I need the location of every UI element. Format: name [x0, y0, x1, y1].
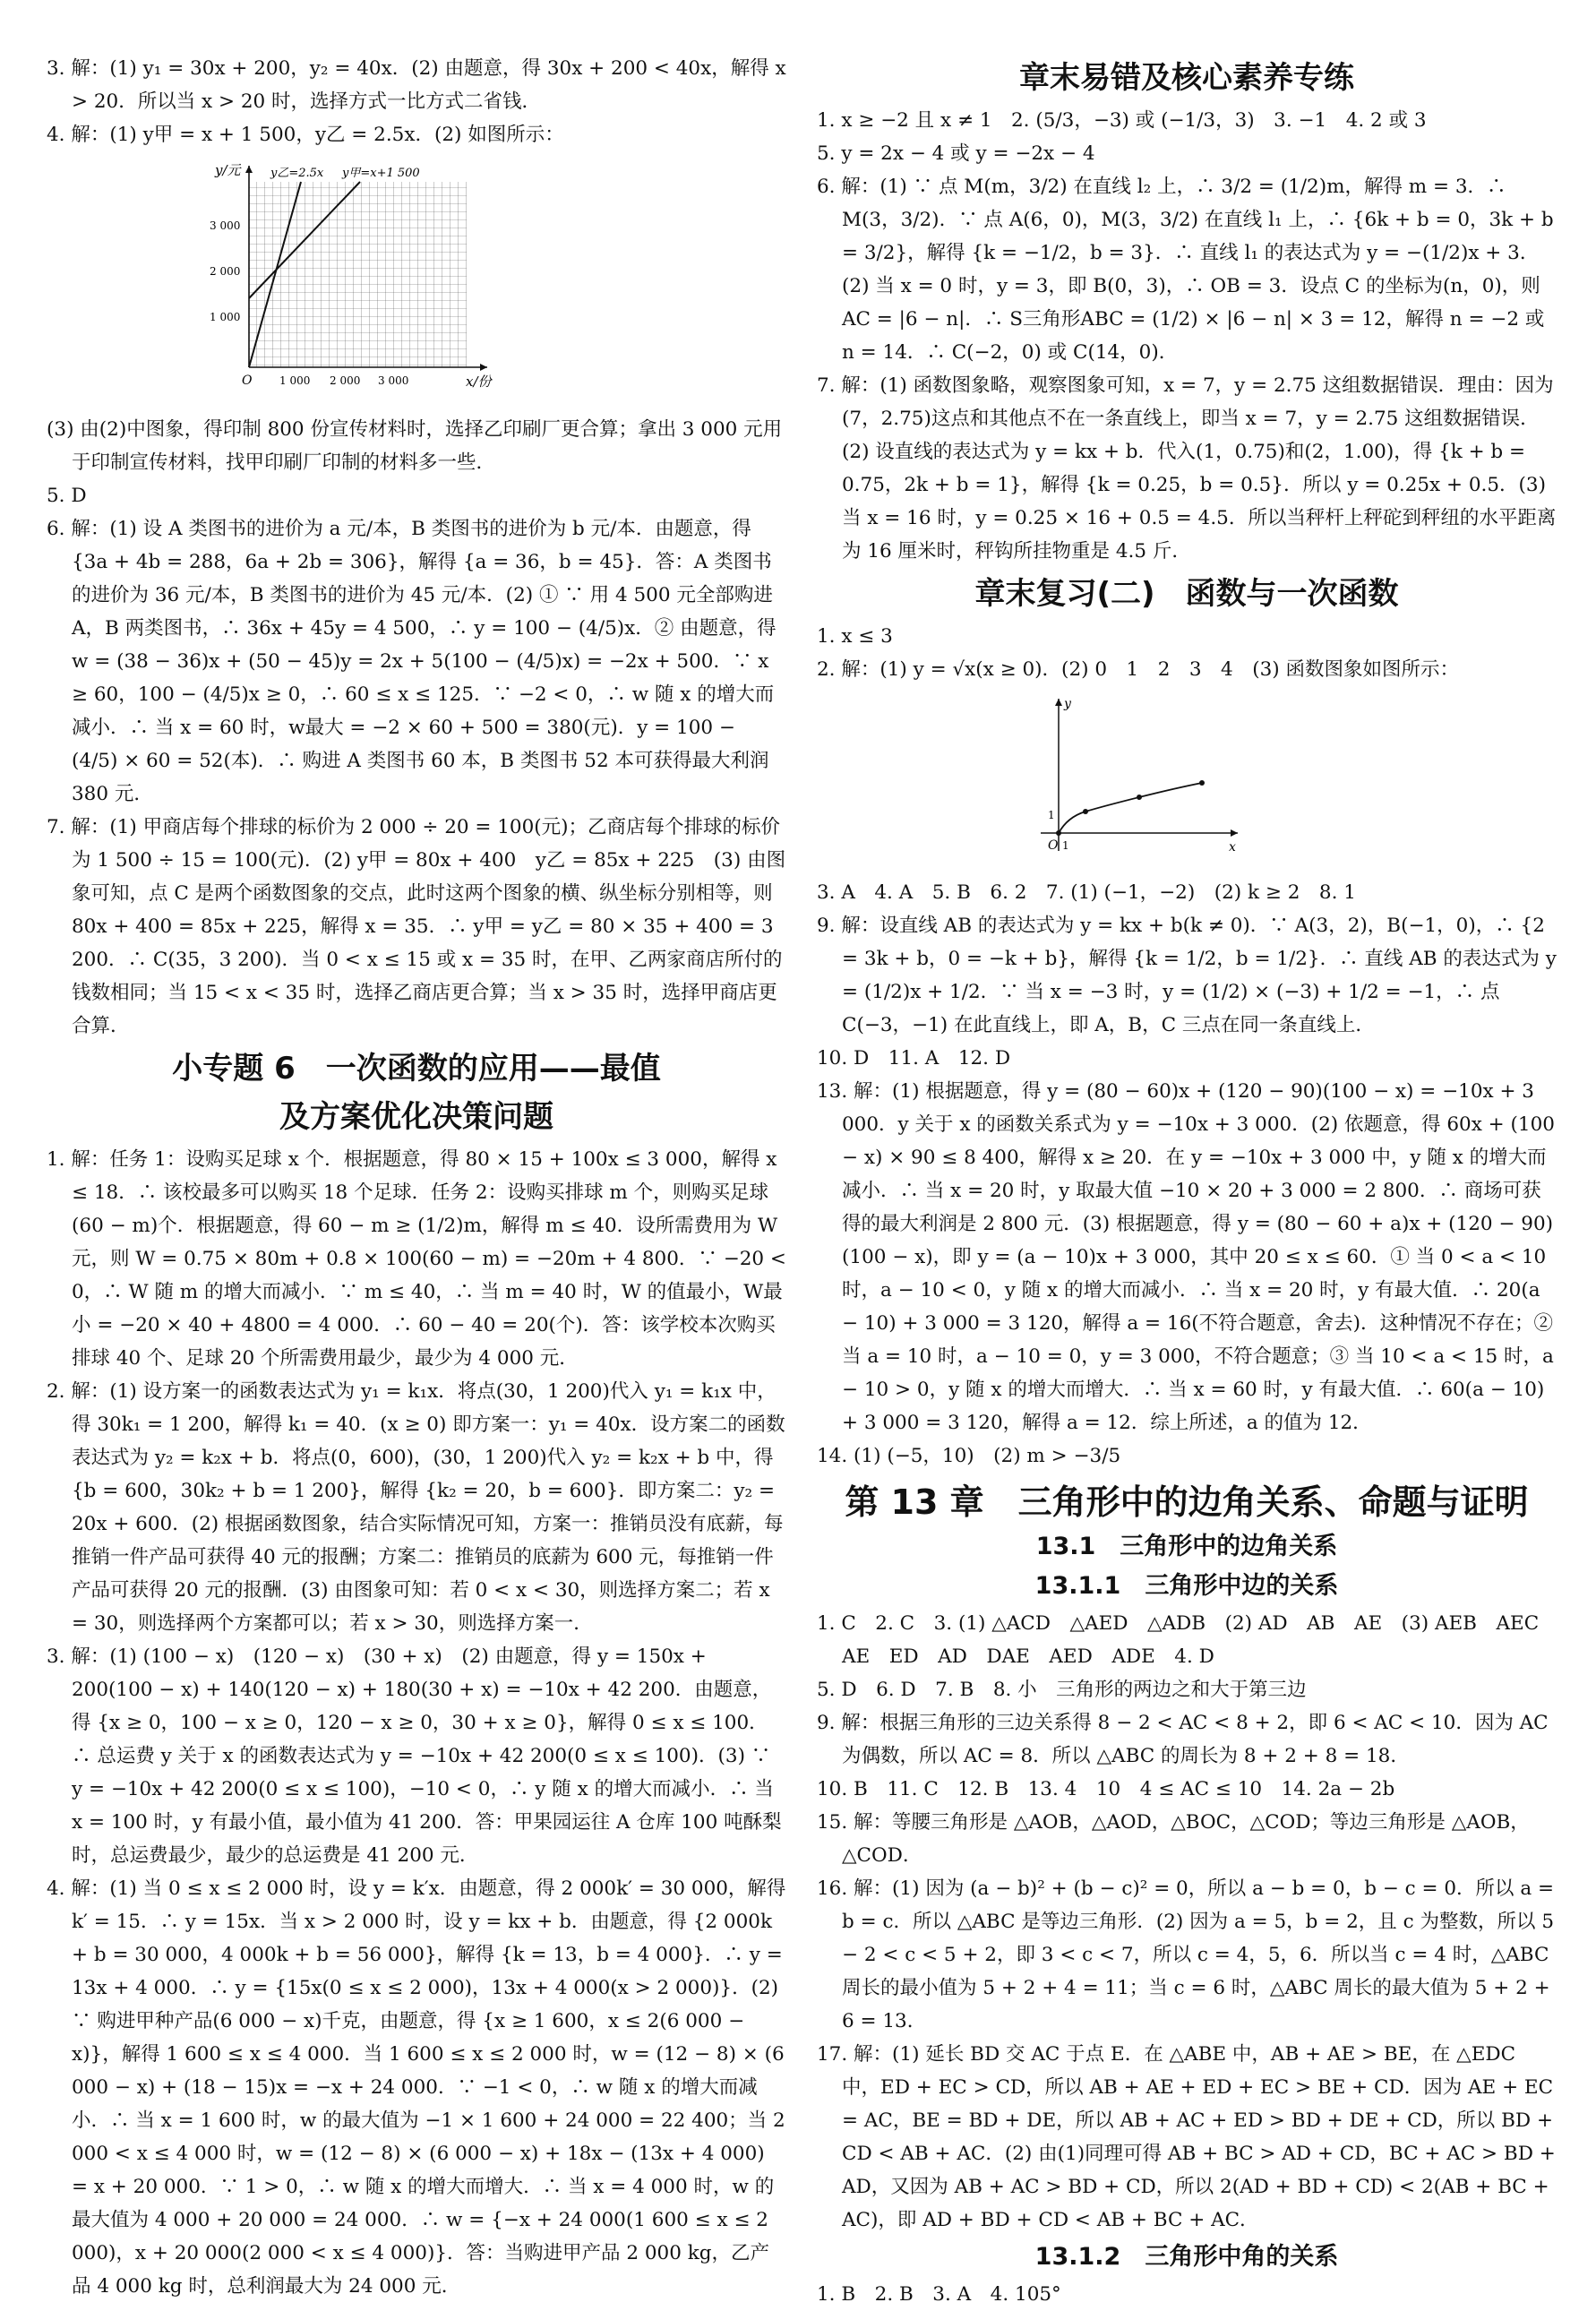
answer-item: 5. y = 2x − 4 或 y = −2x − 4 [817, 142, 1095, 165]
special-topic-title: 小专题 6 一次函数的应用——最值 [172, 1051, 661, 1087]
answer-item: 6. 解：(1) ∵ 点 M(m，3/2) 在直线 l₂ 上，∴ 3/2 = (1/2)m，解得 m = 3．∴ M(3，3/2)．∵ 点 A(6，0)，M(3，3/2) 在直线 l₁ 上，∴ {6k + b = 0，3k + b = 3/2}，解得 {k = −1/2，b = 3}．∴ 直线 l₁ 的表达式为 y = −(1/2)x + 3．(2) 当 x = 0 时，y = 3，即 B(0，3)，∴ OB = 3．设点 C 的坐标为(n，0)，则 AC = |6 − n|．∴ S三角形ABC = (1/2) × |6 − n| × 3 = 12，解得 n = −2 或 n = 14．∴ C(−2，0) 或 C(14，0)． [817, 176, 1554, 364]
answer-item: 1. x ≥ −2 且 x ≠ 1 2. (5/3，−3) 或 (−1/3，3) 3. −1 4. 2 或 3 [817, 109, 1427, 132]
right-column [817, 52, 1557, 2311]
section-subtitle: 13.1 三角形中的边角关系 [1035, 1533, 1338, 1560]
answer-item: 1. B 2. B 3. A 4. 105° [817, 2283, 1061, 2306]
sqrt-function-graph [1023, 690, 1256, 860]
answer-item: 4. 解：(1) y甲 = x + 1 500，y乙 = 2.5x．(2) 如图所示： [47, 124, 564, 146]
data-point [1083, 809, 1088, 814]
answer-item: 5. D [47, 485, 87, 507]
answer-item: 16. 解：(1) 因为 (a − b)² + (b − c)² = 0，所以 a − b = 0，b − c = 0．所以 a = b = c．所以 △ABC 是等边三角形．(2) 因为 a = 5，b = 2，且 c 为整数，所以 5 − 2 < c < 5 + 2，即 3 < c < 7，所以 c = 4，5，6．所以当 c = 4 时，△ABC 周长的最小值为 5 + 2 + 4 = 11；当 c = 6 时，△ABC 周长的最大值为 5 + 2 + 6 = 13． [817, 1877, 1555, 2032]
answer-item: 6. 解：(1) 设 A 类图书的进价为 a 元/本，B 类图书的进价为 b 元/本．由题意，得 {3a + 4b = 288，6a + 2b = 306}，解得 {a = 36，b = 45}．答：A 类图书的进价为 36 元/本，B 类图书的进价为 45 元/本．(2) ① ∵ 用 4 500 元全部购进 A，B 两类图书，∴ 36x + 45y = 4 500，∴ y = 100 − (4/5)x．② 由题意，得 w = (38 − 36)x + (50 − 45)y = 2x + 5(100 − (4/5)x) = −2x + 500．∵ x ≥ 60，100 − (4/5)x ≥ 0，∴ 60 ≤ x ≤ 125．∵ −2 < 0，∴ w 随 x 的增大而减小．∴ 当 x = 60 时，w最大 = −2 × 60 + 500 = 380(元)．y = 100 − (4/5) × 60 = 52(本)．∴ 购进 A 类图书 60 本，B 类图书 52 本可获得最大利润 380 元． [47, 518, 777, 805]
answer-item: 7. 解：(1) 函数图象略，观察图象可知，x = 7，y = 2.75 这组数据错误．理由：因为(7，2.75)这点和其他点不在一条直线上，即当 x = 7，y = 2.75 这组数据错误．(2) 设直线的表达式为 y = kx + b．代入(1，0.75)和(2，1.00)，得 {k + b = 0.75，2k + b = 1}，解得 {k = 0.25，b = 0.5}．所以 y = 0.25x + 0.5．(3) 当 x = 16 时，y = 0.25 × 16 + 0.5 = 4.5．所以当秤杆上秤砣到秤纽的水平距离为 16 厘米时，秤钩所挂物重是 4.5 斤． [817, 374, 1557, 563]
answer-item: 1. 解：任务 1：设购买足球 x 个．根据题意，得 80 × 15 + 100x ≤ 3 000，解得 x ≤ 18．∴ 该校最多可以购买 18 个足球．任务 2：设购买排球 m 个，则购买足球(60 − m)个．根据题意，得 60 − m ≥ (1/2)m，解得 m ≤ 40．设所需费用为 W 元，则 W = 0.75 × 80m + 0.8 × 100(60 − m) = −20m + 4 800．∵ −20 < 0，∴ W 随 m 的增大而减小．∵ m ≤ 40，∴ 当 m = 40 时，W 的值最小，W最小 = −20 × 40 + 4800 = 4 000．∴ 60 − 40 = 20(个)．答：该学校本次购买排球 40 个、足球 20 个所需费用最少，最少为 4 000 元． [47, 1148, 786, 1370]
left-column [47, 52, 786, 2303]
data-point [1137, 795, 1142, 800]
y-tick: 1 [1048, 809, 1055, 821]
answer-item: 3. 解：(1) y₁ = 30x + 200，y₂ = 40x．(2) 由题意，得 30x + 200 < 40x，解得 x > 20．所以当 x > 20 时，选择方式一比方式二省钱． [47, 57, 786, 113]
answer-item: 5. D 6. D 7. B 8. 小 三角形的两边之和大于第三边 [817, 1679, 1307, 1701]
graph-figure-2 [1023, 690, 1557, 871]
answer-item: 14. (1) (−5，10) (2) m > −3/5 [817, 1445, 1121, 1467]
answer-item: 15. 解：等腰三角形是 △AOB，△AOD，△BOC，△COD；等边三角形是 △AOB，△COD． [817, 1811, 1530, 1867]
answer-item: 13. 解：(1) 根据题意，得 y = (80 − 60)x + (120 − 90)(100 − x) = −10x + 3 000．y 关于 x 的函数关系式为 y = −10x + 3 000．(2) 依题意，得 60x + (100 − x) × 90 ≤ 8 400，解得 x ≥ 20．在 y = −10x + 3 000 中，y 随 x 的增大而减小．∴ 当 x = 20 时，y 取最大值 −10 × 20 + 3 000 = 2 800．∴ 商场可获得的最大利润是 2 800 元．(3) 根据题意，得 y = (80 − 60 + a)x + (120 − 90)(100 − x)，即 y = (a − 10)x + 3 000，其中 20 ≤ x ≤ 60．① 当 0 < a < 10 时，a − 10 < 0，y 随 x 的增大而减小．∴ 当 x = 20 时，y 有最大值．∴ 20(a − 10) + 3 000 = 3 120，解得 a = 16(不符合题意，舍去)．这种情况不存在；② 当 a = 10 时，a − 10 = 0，y = 3 000，不符合题意；③ 当 10 < a < 15 时，a − 10 > 0，y 随 x 的增大而增大．∴ 当 x = 60 时，y 有最大值．∴ 60(a − 10) + 3 000 = 3 120，解得 a = 12．综上所述，a 的值为 12． [817, 1080, 1555, 1434]
answer-item: 9. 解：设直线 AB 的表达式为 y = kx + b(k ≠ 0)．∵ A(3，2)，B(−1，0)，∴ {2 = 3k + b，0 = −k + b}，解得 {k = 1/2，b = 1/2}．∴ 直线 AB 的表达式为 y = (1/2)x + 1/2．∵ 当 x = −3 时，y = (1/2) × (−3) + 1/2 = −1，∴ 点 C(−3，−1) 在此直线上，即 A，B，C 三点在同一条直线上． [817, 915, 1557, 1036]
answer-item: 1. x ≤ 3 [817, 625, 893, 648]
y-tick: 3 000 [210, 219, 241, 232]
y-axis-label: y [1064, 697, 1071, 711]
answer-item: (3) 由(2)中图象，得印制 800 份宣传材料时，选择乙印刷厂更合算；拿出 3 000 元用于印制宣传材料，找甲印刷厂印制的材料多一些． [47, 418, 783, 474]
section-subtitle: 13.1.1 三角形中边的关系 [1034, 1572, 1339, 1600]
answer-item: 3. 解：(1) (100 − x) (120 − x) (30 + x) (2) 由题意，得 y = 150x + 200(100 − x) + 140(120 − x) + 180(30 + x) = −10x + 42 200．由题意，得 {x ≥ 0，100 − x ≥ 0，120 − x ≥ 0，30 + x ≥ 0}，解得 0 ≤ x ≤ 100．∴ 总运费 y 关于 x 的函数表达式为 y = −10x + 42 200(0 ≤ x ≤ 100)．(3) ∵ y = −10x + 42 200(0 ≤ x ≤ 100)，−10 < 0，∴ y 随 x 的增大而减小．∴ 当 x = 100 时，y 有最小值，最小值为 41 200．答：甲果园运往 A 仓库 100 吨酥梨时，总运费最少，最少的总运费是 41 200 元． [47, 1645, 782, 1867]
answer-item: 3. A 4. A 5. B 6. 2 7. (1) (−1，−2) (2) k ≥ 2 8. 1 [817, 881, 1356, 904]
y-tick: 2 000 [210, 265, 241, 278]
origin-label: O [242, 374, 253, 388]
data-point [1056, 830, 1061, 836]
x-tick: 1 [1062, 839, 1069, 852]
x-axis-label: x/份 [466, 374, 492, 390]
graph-figure-1 [208, 155, 786, 408]
line-label-yi: y乙=2.5x [270, 167, 324, 180]
origin-label: O [1048, 838, 1059, 853]
section-title: 章末复习(二) 函数与一次函数 [974, 576, 1399, 612]
section-subtitle: 13.1.2 三角形中角的关系 [1034, 2243, 1339, 2271]
answer-item: 10. D 11. A 12. D [817, 1047, 1011, 1070]
answer-item: 10. B 11. C 12. B 13. 4 10 4 ≤ AC ≤ 10 14. 2a − 2b [817, 1778, 1395, 1800]
sqrt-curve [1059, 783, 1202, 833]
x-axis-label: x [1229, 840, 1236, 855]
line-label-jia: y甲=x+1 500 [342, 167, 420, 180]
special-topic-title: 及方案优化决策问题 [279, 1099, 553, 1135]
grid [249, 182, 467, 367]
printing-cost-graph [208, 155, 503, 397]
y-axis-label: y/元 [215, 162, 241, 178]
answer-item: 2. 解：(1) y = √x(x ≥ 0)．(2) 0 1 2 3 4 (3) 函数图象如图所示： [817, 658, 1460, 681]
answer-item: 7. 解：(1) 甲商店每个排球的标价为 2 000 ÷ 20 = 100(元)；乙商店每个排球的标价为 1 500 ÷ 15 = 100(元)．(2) y甲 = 80x + 400 y乙 = 85x + 225 (3) 由图象可知，点 C 是两个函数图象的交点，此时这两个图象的横、纵坐标分别相等，则 80x + 400 = 85x + 225，解得 x = 35．∴ y甲 = y乙 = 80 × 35 + 400 = 3 200．∴ C(35，3 200)．当 0 < x ≤ 15 或 x = 35 时，在甲、乙两家商店所付的钱数相同；当 15 < x < 35 时，选择乙商店更合算；当 x > 35 时，选择甲商店更合算． [47, 816, 786, 1037]
x-tick: 3 000 [378, 374, 409, 387]
section-title: 章末易错及核心素养专练 [1019, 60, 1354, 96]
y-tick: 1 000 [210, 311, 241, 323]
chapter-title: 第 13 章 三角形中的边角关系、命题与证明 [845, 1482, 1529, 1522]
data-point [1199, 780, 1205, 786]
answer-item: 17. 解：(1) 延长 BD 交 AC 于点 E．在 △ABE 中，AB + AE > BE，在 △EDC 中，ED + EC > CD，所以 AB + AE + ED + EC > BE + CD．因为 AE + EC = AC，BE = BD + DE，所以 AB + AC + ED > BD + DE + CD，所以 BD + CD < AB + AC．(2) 由(1)同理可得 AB + BC > AD + CD，BC + AC > BD + AD，又因为 AB + AC > BD + CD，所以 2(AD + BD + CD) < 2(AB + BC + AC)，即 AD + BD + CD < AB + BC + AC． [817, 2043, 1556, 2231]
answer-item: 4. 解：(1) 当 0 ≤ x ≤ 2 000 时，设 y = k′x．由题意，得 2 000k′ = 30 000，解得 k′ = 15．∴ y = 15x．当 x > 2 000 时，设 y = kx + b．由题意，得 {2 000k + b = 30 000，4 000k + b = 56 000}，解得 {k = 13，b = 4 000}．∴ y = 13x + 4 000．∴ y = {15x(0 ≤ x ≤ 2 000)，13x + 4 000(x > 2 000)}．(2) ∵ 购进甲种产品(6 000 − x)千克，由题意，得 {x ≥ 1 600，x ≤ 2(6 000 − x)}，解得 1 600 ≤ x ≤ 4 000．当 1 600 ≤ x ≤ 2 000 时，w = (12 − 8) × (6 000 − x) + (18 − 15)x = −x + 24 000．∵ −1 < 0，∴ w 随 x 的增大而减小．∴ 当 x = 1 600 时，w 的最大值为 −1 × 1 600 + 24 000 = 22 400；当 2 000 < x ≤ 4 000 时，w = (12 − 8) × (6 000 − x) + 18x − (13x + 4 000) = x + 20 000．∵ 1 > 0，∴ w 随 x 的增大而增大．∴ 当 x = 4 000 时，w 的最大值为 4 000 + 20 000 = 24 000．∴ w = {−x + 24 000(1 600 ≤ x ≤ 2 000)，x + 20 000(2 000 < x ≤ 4 000)}．答：当购进甲产品 2 000 kg，乙产品 4 000 kg 时，总利润最大为 24 000 元． [47, 1877, 786, 2298]
answer-item: 1. C 2. C 3. (1) △ACD △AED △ADB (2) AD AB AE (3) AEB AEC AE ED AD DAE AED ADE 4. D [817, 1612, 1558, 1668]
x-tick: 1 000 [279, 374, 311, 387]
x-tick: 2 000 [330, 374, 361, 387]
answer-item: 9. 解：根据三角形的三边关系得 8 − 2 < AC < 8 + 2，即 6 < AC < 10．因为 AC 为偶数，所以 AC = 8．所以 △ABC 的周长为 8 + 2 + 8 = 18． [817, 1712, 1549, 1767]
answer-item: 2. 解：(1) 设方案一的函数表达式为 y₁ = k₁x．将点(30，1 200)代入 y₁ = k₁x 中，得 30k₁ = 1 200，解得 k₁ = 40．(x ≥ 0) 即方案一：y₁ = 40x．设方案二的函数表达式为 y₂ = k₂x + b．将点(0，600)，(30，1 200)代入 y₂ = k₂x + b 中，得 {b = 600，30k₂ + b = 1 200}，解得 {k₂ = 20，b = 600}．即方案二：y₂ = 20x + 600．(2) 根据函数图象，结合实际情况可知，方案一：推销员没有底薪，每推销一件产品可获得 40 元的报酬；方案二：推销员的底薪为 600 元，每推销一件产品可获得 20 元的报酬．(3) 由图象可知：若 0 < x < 30，则选择方案二；若 x = 30，则选择两个方案都可以；若 x > 30，则选择方案一． [47, 1380, 785, 1635]
